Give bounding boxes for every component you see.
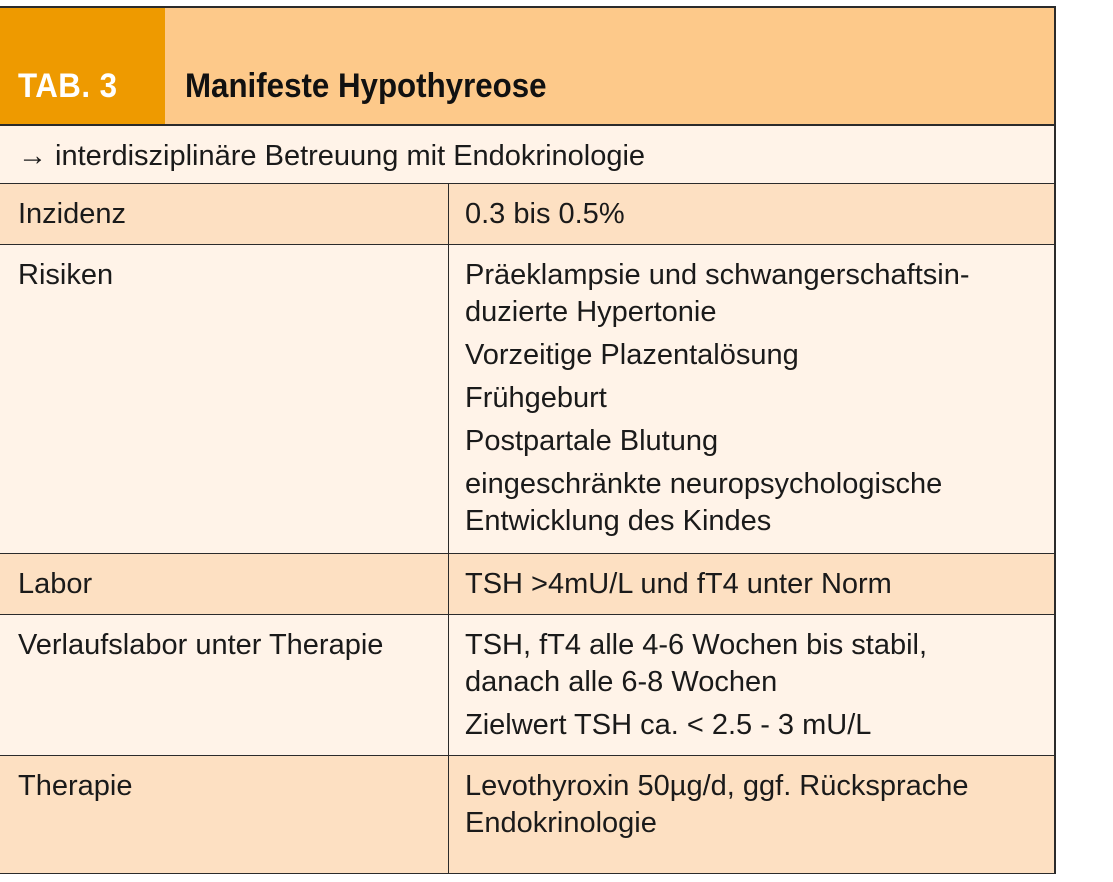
row-label: Therapie <box>0 756 449 873</box>
table-row <box>0 554 1054 615</box>
value-line: Frühgeburt <box>465 382 607 414</box>
row-value <box>449 184 1054 244</box>
value-line: duzierte Hypertonie <box>465 296 717 328</box>
table-row <box>0 184 1054 245</box>
row-value <box>449 554 1054 614</box>
value-line: TSH >4mU/L und fT4 unter Norm <box>465 568 892 600</box>
value-line: 0.3 bis 0.5% <box>465 198 625 230</box>
value-line: TSH, fT4 alle 4-6 Wochen bis stabil, <box>465 629 928 661</box>
value-line: Vorzeitige Plazentalösung <box>465 339 799 371</box>
value-line: Postpartale Blutung <box>465 425 719 457</box>
value-line: Endokrinologie <box>465 807 657 839</box>
row-label: Verlaufslabor unter Therapie <box>0 615 449 755</box>
value-line: Zielwert TSH ca. < 2.5 - 3 mU/L <box>465 709 872 741</box>
intro-row <box>0 126 1054 184</box>
table-row <box>0 756 1054 874</box>
intro-text: → interdisziplinäre Betreuung mit Endokrinologie <box>18 140 646 172</box>
table-row <box>0 615 1054 756</box>
table-number-label: TAB. 3 <box>0 8 165 124</box>
table-title: Manifeste Hypothyreose <box>165 8 1054 124</box>
value-line: Präeklampsie und schwangerschaftsin- <box>465 259 970 291</box>
row-label: Risiken <box>0 245 449 553</box>
row-value <box>449 756 1054 873</box>
row-label: Inzidenz <box>0 184 449 244</box>
info-table <box>0 6 1056 874</box>
table-header <box>0 8 1054 126</box>
value-line: eingeschränkte neuropsychologische <box>465 468 943 500</box>
row-value <box>449 615 1054 755</box>
value-line: Entwicklung des Kindes <box>465 505 772 537</box>
table-row <box>0 245 1054 554</box>
row-value <box>449 245 1054 553</box>
value-line: danach alle 6-8 Wochen <box>465 666 778 698</box>
value-line: Levothyroxin 50µg/d, ggf. Rücksprache <box>465 770 969 802</box>
row-label: Labor <box>0 554 449 614</box>
